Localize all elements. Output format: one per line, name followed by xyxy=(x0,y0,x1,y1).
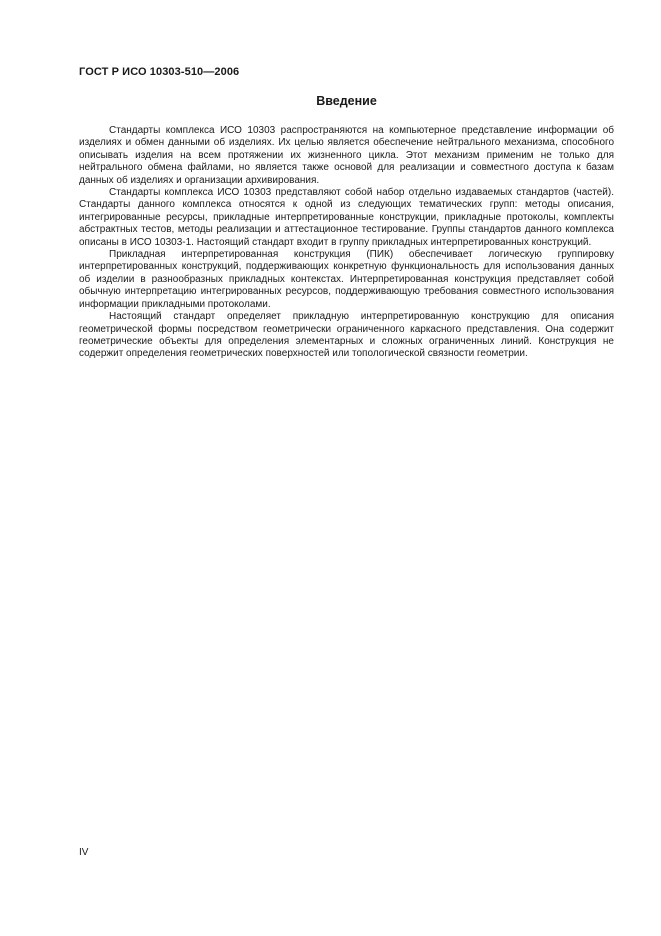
document-header: ГОСТ Р ИСО 10303-510—2006 xyxy=(79,66,240,78)
document-body xyxy=(79,125,614,361)
paragraph: Стандарты комплекса ИСО 10303 представляют собой набор отдельно издаваемых стандартов (частей). Стандарты данного комплекса относятся к одной из следующих тематических групп: методы описания, интегрированные ресурсы, прикладные интерпретированные конструкции, прикладные протоколы, комплекты абстрактных тестов, методы реализации и аттестационное тестирование. Группы стандартов данного комплекса описаны в ИСО 10303-1. Настоящий стандарт входит в группу прикладных интерпретированных конструкций. xyxy=(79,187,614,248)
paragraph: Стандарты комплекса ИСО 10303 распространяются на компьютерное представление информации об изделиях и обмен данными об изделиях. Их целью является обеспечение нейтрального механизма, способного описывать изделия на всем протяжении их жизненного цикла. Этот механизм применим не только для нейтрального обмена файлами, но является также основой для реализации и совместного доступа к базам данных об изделиях и организации архивирования. xyxy=(79,125,614,186)
page-number: IV xyxy=(79,847,89,858)
section-title: Введение xyxy=(316,94,377,108)
paragraph: Прикладная интерпретированная конструкция (ПИК) обеспечивает логическую группировку интерпретированных конструкций, поддерживающих конкретную функциональность для использования данных об изделии в разнообразных прикладных контекстах. Интерпретированная конструкция представляет собой обычную интерпретацию интегрированных ресурсов, поддерживающую требования совместного использования информации прикладными протоколами. xyxy=(79,249,614,310)
paragraph: Настоящий стандарт определяет прикладную интерпретированную конструкцию для описания геометрической формы посредством геометрически ограниченного каркасного представления. Она содержит геометрические объекты для определения элементарных и сложных ограниченных линий. Конструкция не содержит определения геометрических поверхностей или топологической связности геометрии. xyxy=(79,311,614,360)
